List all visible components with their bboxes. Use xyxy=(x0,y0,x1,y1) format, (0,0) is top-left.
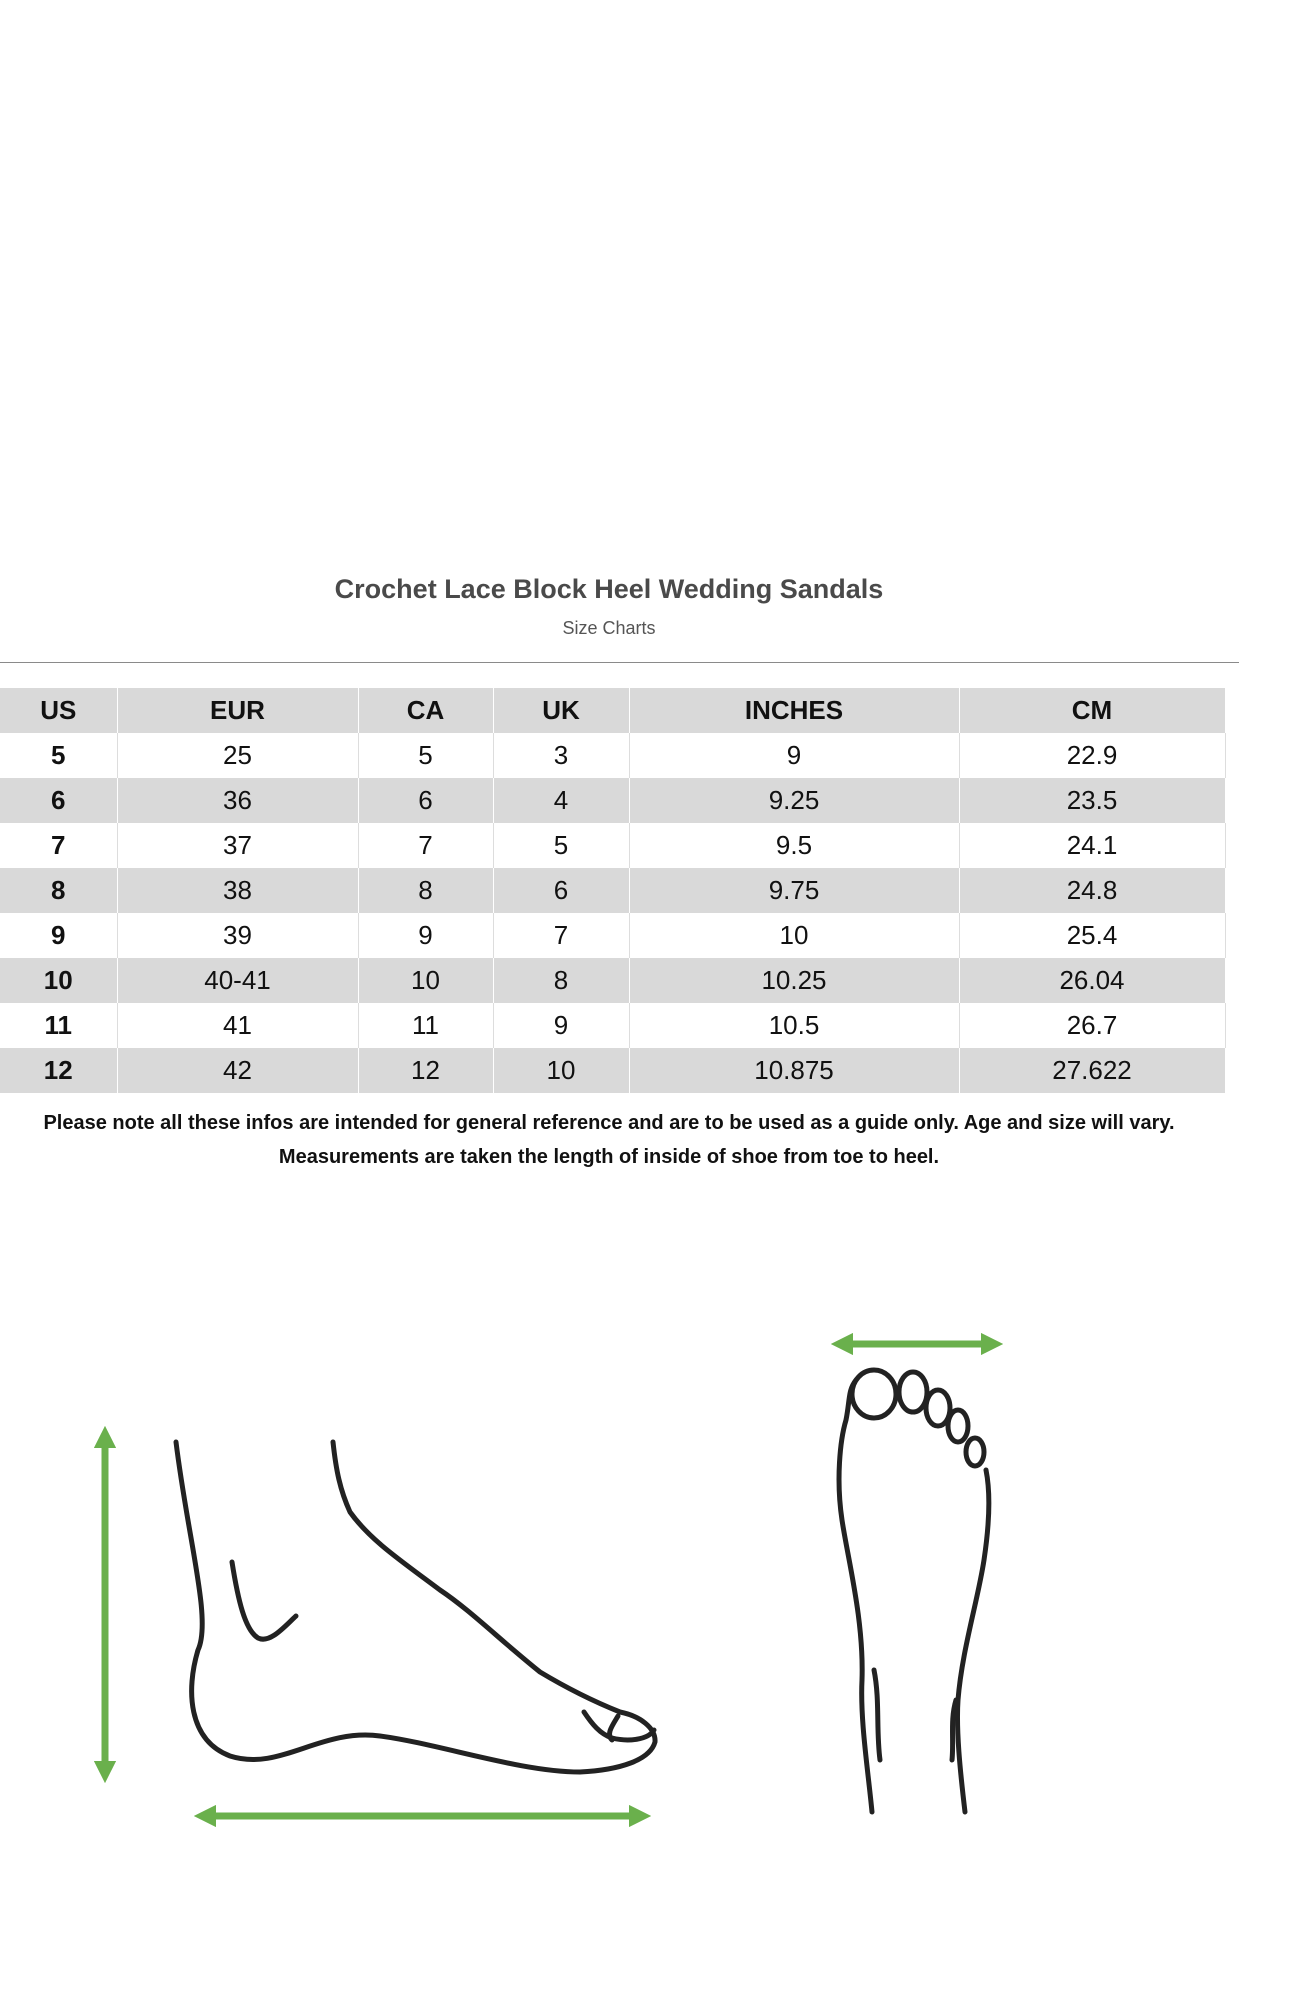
table-cell: 9 xyxy=(629,733,959,778)
measurement-note: Measurements are taken the length of inside of shoe from toe to heel. xyxy=(278,1146,940,1168)
table-cell: 10.25 xyxy=(629,958,959,1003)
table-cell: 7 xyxy=(0,823,117,868)
table-cell: 9.25 xyxy=(629,778,959,823)
table-cell: 12 xyxy=(358,1048,493,1093)
table-cell: 27.622 xyxy=(959,1048,1225,1093)
table-cell: 10.5 xyxy=(629,1003,959,1048)
table-cell: 38 xyxy=(117,868,358,913)
table-cell: 37 xyxy=(117,823,358,868)
column-header: US xyxy=(0,688,117,733)
table-cell: 8 xyxy=(0,868,117,913)
table-cell: 12 xyxy=(0,1048,117,1093)
chart-subtitle: Size Charts xyxy=(562,618,656,638)
table-cell: 42 xyxy=(117,1048,358,1093)
table-cell: 10.875 xyxy=(629,1048,959,1093)
table-cell: 3 xyxy=(493,733,629,778)
column-header: EUR xyxy=(117,688,358,733)
table-cell: 5 xyxy=(493,823,629,868)
table-cell: 39 xyxy=(117,913,358,958)
table-cell: 10 xyxy=(0,958,117,1003)
table-cell: 5 xyxy=(0,733,117,778)
table-cell: 7 xyxy=(493,913,629,958)
disclaimer-line: Please note all these infos are intended for general reference and are to be used as a guide only. Age and size will vary. xyxy=(43,1112,1175,1134)
table-cell: 9 xyxy=(358,913,493,958)
table-cell: 6 xyxy=(493,868,629,913)
table-cell: 24.8 xyxy=(959,868,1225,913)
side-foot-icon xyxy=(176,1442,655,1772)
column-header: UK xyxy=(493,688,629,733)
table-cell: 6 xyxy=(0,778,117,823)
table-cell: 40-41 xyxy=(117,958,358,1003)
table-cell: 25 xyxy=(117,733,358,778)
table-cell: 11 xyxy=(0,1003,117,1048)
table-cell: 10 xyxy=(493,1048,629,1093)
table-cell: 9.5 xyxy=(629,823,959,868)
table-cell: 6 xyxy=(358,778,493,823)
table-cell: 41 xyxy=(117,1003,358,1048)
table-cell: 7 xyxy=(358,823,493,868)
table-cell: 10 xyxy=(358,958,493,1003)
table-cell: 8 xyxy=(493,958,629,1003)
column-header: CA xyxy=(358,688,493,733)
table-cell: 26.04 xyxy=(959,958,1225,1003)
table-cell: 9 xyxy=(493,1003,629,1048)
table-cell: 22.9 xyxy=(959,733,1225,778)
table-cell: 9 xyxy=(0,913,117,958)
table-cell: 24.1 xyxy=(959,823,1225,868)
table-cell: 23.5 xyxy=(959,778,1225,823)
table-cell: 8 xyxy=(358,868,493,913)
chart-title: Crochet Lace Block Heel Wedding Sandals xyxy=(334,574,884,604)
table-cell: 5 xyxy=(358,733,493,778)
top-foot-icon xyxy=(839,1370,989,1812)
table-cell: 10 xyxy=(629,913,959,958)
table-cell: 9.75 xyxy=(629,868,959,913)
table-cell: 36 xyxy=(117,778,358,823)
table-cell: 11 xyxy=(358,1003,493,1048)
table-cell: 26.7 xyxy=(959,1003,1225,1048)
table-cell: 4 xyxy=(493,778,629,823)
column-header: CM xyxy=(959,688,1225,733)
table-cell: 25.4 xyxy=(959,913,1225,958)
column-header: INCHES xyxy=(629,688,959,733)
